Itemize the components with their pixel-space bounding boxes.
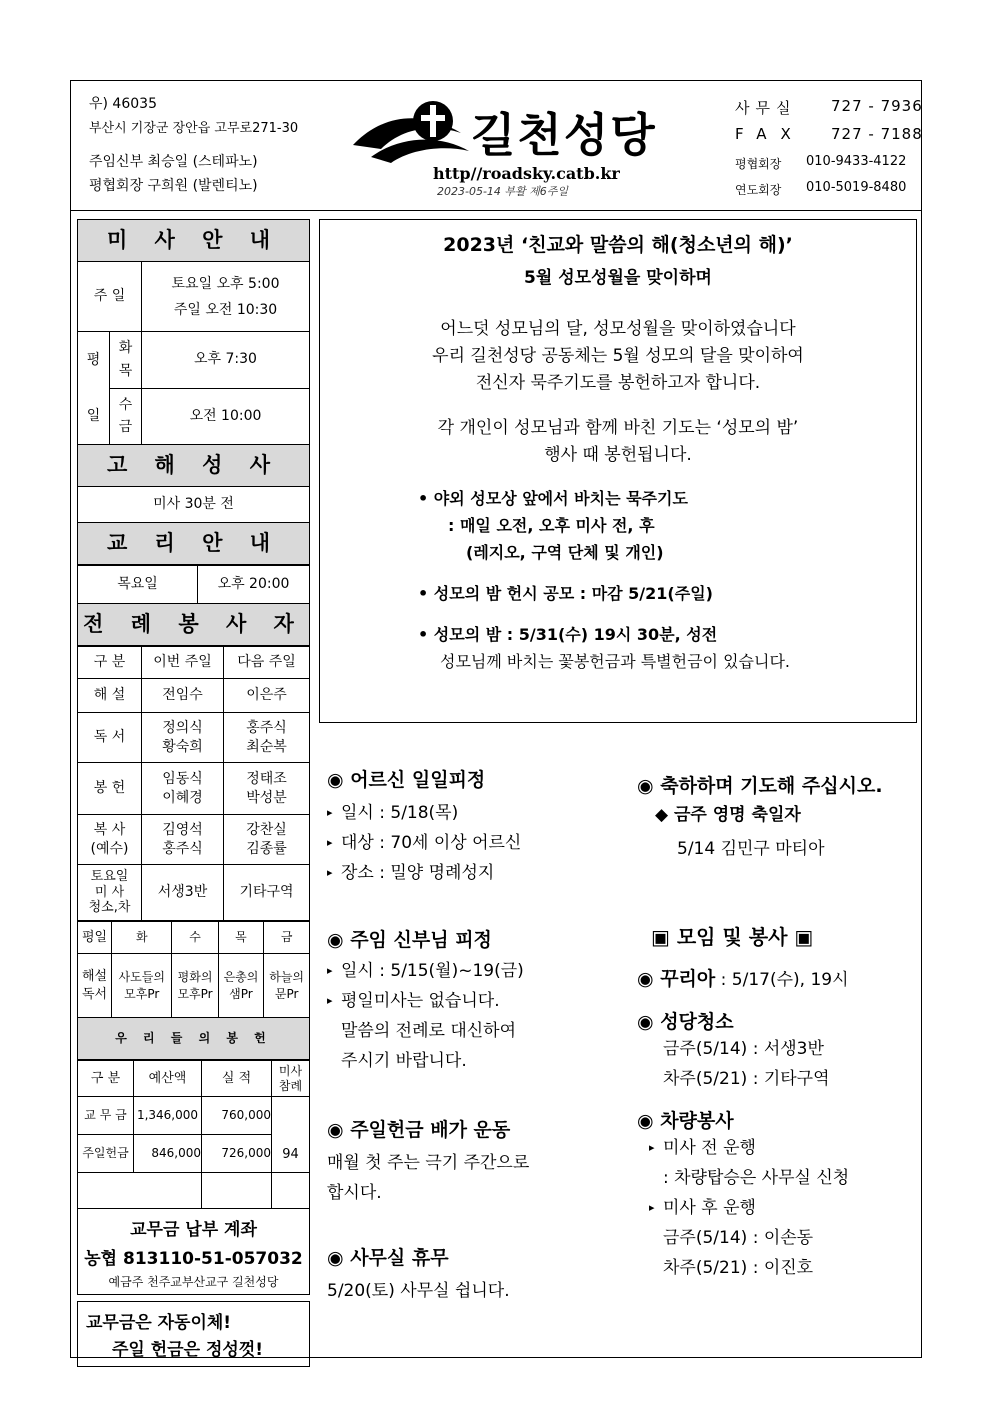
postal-code: 우) 46035 — [89, 96, 157, 112]
notice-bullet-detail: : 매일 오전, 오후 미사 전, 후 — [448, 516, 655, 535]
date-line: 2023-05-14 부활 제6주일 — [437, 185, 569, 198]
weekday-value: 하늘의 문Pr — [264, 954, 310, 1018]
pastor-retreat-title: ◉ 주임 신부님 피정 — [327, 929, 492, 951]
office-label: 사무실 — [735, 99, 797, 117]
triangle-right-icon: ▸ — [327, 964, 333, 977]
confession-title: 고 해 성 사 — [78, 445, 310, 487]
notice-box — [319, 219, 917, 723]
weekday-label-1: 평 — [86, 352, 101, 368]
offering-empty-cell — [202, 1173, 272, 1209]
autopay-box — [77, 1301, 310, 1367]
notice-paragraph: 어느덧 성모님의 달, 성모성월을 맞이하였습니다 — [440, 319, 796, 339]
account-box — [77, 1209, 310, 1295]
servers-header-1: 구 분 — [78, 647, 142, 679]
catechism-time: 오후 20:00 — [198, 566, 310, 604]
kuria-label: ◉ 꾸리아 — [637, 968, 716, 990]
elders-line: 대상 : 70세 이상 어르신 — [341, 833, 522, 853]
weekday-header: 목 — [218, 922, 264, 954]
servers-row-this: 임동식 이혜경 — [142, 763, 224, 815]
weekday-value: 사도들의 모후Pr — [112, 954, 172, 1018]
account-title: 교무금 납부 계좌 — [130, 1220, 257, 1240]
catechism-title: 교 리 안 내 — [78, 523, 310, 565]
offering-drive-line: 합시다. — [327, 1183, 382, 1203]
pastor-retreat — [327, 925, 524, 1076]
notice-bullet-detail: 성모님께 바치는 꽃봉헌금과 특별헌금이 있습니다. — [440, 652, 791, 671]
servers-row-label: 독 서 — [78, 713, 142, 763]
notice-paragraph: 우리 길천성당 공동체는 5월 성모의 달을 맞이하여 — [432, 346, 804, 366]
offering-drive-title: ◉ 주일헌금 배가 운동 — [327, 1119, 511, 1141]
offering-title: 우 리 들 의 봉 헌 — [78, 1018, 310, 1060]
attendance-value: 94 — [272, 1097, 310, 1173]
catechism-table — [77, 565, 310, 646]
website-url[interactable]: http//roadsky.catb.kr — [433, 164, 620, 183]
header — [71, 81, 921, 211]
pastor-retreat-line: 일시 : 5/15(월)~19(금) — [341, 961, 524, 981]
notice-title: 2023년 ‘친교와 말씀의 해(청소년의 해)’ — [443, 234, 793, 256]
servers-row-next: 이은주 — [224, 679, 310, 713]
office-closed-title: ◉ 사무실 휴무 — [327, 1247, 449, 1269]
weekday-value: 평화의 모후Pr — [172, 954, 218, 1018]
fax-phone: 727 - 7188 — [831, 125, 923, 143]
servers-row-next: 강찬실 김종률 — [224, 815, 310, 865]
triangle-right-icon: ▸ — [327, 836, 333, 849]
bulletin-page — [70, 80, 922, 1358]
meetings-section — [637, 921, 849, 1283]
sunday-label: 주 일 — [78, 262, 142, 332]
servers-table — [77, 646, 310, 921]
offering-drive — [327, 1115, 529, 1208]
offering-row-label: 교 무 금 — [78, 1097, 134, 1135]
notice-paragraph: 행사 때 봉헌됩니다. — [544, 445, 692, 465]
offering-header: 미사 참례 — [272, 1061, 310, 1097]
celebrate-line: 5/14 김민구 마티아 — [677, 839, 825, 859]
catechism-day: 목요일 — [78, 566, 198, 604]
mass-title: 미 사 안 내 — [78, 220, 310, 262]
servers-row-next: 홍주식 최순복 — [224, 713, 310, 763]
pastor-retreat-line: 말씀의 전례로 대신하여 — [341, 1021, 517, 1041]
elders-title: ◉ 어르신 일일피정 — [327, 769, 486, 791]
weekday-header: 금 — [264, 922, 310, 954]
celebrate-section — [637, 771, 883, 864]
celebrate-subtitle: ◆ 금주 영명 축일자 — [655, 805, 801, 825]
car-service-line: : 차량탑승은 사무실 신청 — [663, 1168, 850, 1188]
elders-line: 일시 : 5/18(목) — [341, 803, 459, 823]
office-phone: 727 - 7936 — [831, 97, 923, 115]
servers-header-3: 다음 주일 — [224, 647, 310, 679]
servers-row-next: 기타구역 — [224, 865, 310, 921]
tue-thu-time: 오후 7:30 — [142, 332, 310, 389]
offering-row-label: 주일헌금 — [78, 1135, 134, 1173]
servers-row-this: 정의식 황숙희 — [142, 713, 224, 763]
notice-bullet: • 성모의 밤 : 5/31(수) 19시 30분, 성전 — [418, 625, 718, 644]
meetings-title: ▣ 모임 및 봉사 ▣ — [651, 925, 814, 949]
servers-row-next: 정태조 박성분 — [224, 763, 310, 815]
offering-drive-line: 매월 첫 주는 극기 주간으로 — [327, 1153, 530, 1173]
sunday-time-1: 토요일 오후 5:00 — [171, 275, 280, 292]
office-closed-line: 5/20(토) 사무실 쉽니다. — [327, 1281, 510, 1301]
weekday-label-2: 일 — [86, 408, 101, 424]
pastor-name: 주임신부 최승일 (스테파노) — [89, 154, 258, 170]
weekday-value: 은총의 샘Pr — [218, 954, 264, 1018]
servers-row-label: 복 사 (예수) — [78, 815, 142, 865]
confession-text: 미사 30분 전 — [78, 487, 310, 523]
celebrate-title: ◉ 축하하며 기도해 주십시오. — [637, 775, 883, 797]
notice-subtitle: 5월 성모성월을 맞이하며 — [524, 268, 712, 288]
council-phone: 010-9433-4122 — [806, 154, 907, 169]
account-number: 농협 813110-51-057032 — [84, 1249, 303, 1269]
weekday-header: 평일 — [78, 922, 112, 954]
triangle-right-icon: ▸ — [327, 806, 333, 819]
offering-empty-cell — [78, 1173, 202, 1209]
car-service-line: 미사 전 운행 — [663, 1138, 756, 1158]
servers-title: 전 례 봉 사 자 — [78, 604, 310, 646]
servers-row-label: 해 설 — [78, 679, 142, 713]
servers-row-this: 전임수 — [142, 679, 224, 713]
mass-table — [77, 219, 310, 565]
servers-row-label: 토요일 미 사 청소,차 — [78, 865, 142, 921]
notice-paragraph: 전신자 묵주기도를 봉헌하고자 합니다. — [475, 373, 761, 393]
offering-empty-cell — [272, 1173, 310, 1209]
weekday-header: 수 — [172, 922, 218, 954]
notice-bullet: • 야외 성모상 앞에서 바치는 묵주기도 — [418, 489, 688, 508]
car-service-line: 금주(5/14) : 이손동 — [663, 1228, 814, 1248]
weekday-header: 화 — [112, 922, 172, 954]
triangle-right-icon: ▸ — [327, 866, 333, 879]
cleaning-line: 금주(5/14) : 서생3반 — [663, 1039, 824, 1059]
kuria-value: : 5/17(수), 19시 — [720, 970, 849, 990]
offering-row-budget: 1,346,000 — [134, 1097, 202, 1135]
fax-label: FAX — [735, 125, 805, 143]
youth-label: 연도회장 — [735, 183, 782, 197]
council-label: 평협회장 — [735, 157, 782, 171]
autopay-line-2: 주일 헌금은 정성껏! — [112, 1340, 263, 1360]
wed-fri-time: 오전 10:00 — [142, 388, 310, 445]
offering-table — [77, 1060, 310, 1209]
servers-row-this: 김영석 홍주식 — [142, 815, 224, 865]
triangle-right-icon: ▸ — [327, 994, 333, 1007]
servers-row-this: 서생3반 — [142, 865, 224, 921]
church-name: 길천성당 — [471, 108, 657, 162]
wed-fri-label: 수 금 — [110, 388, 142, 445]
youth-phone: 010-5019-8480 — [806, 180, 907, 195]
triangle-right-icon: ▸ — [649, 1201, 655, 1214]
autopay-line-1: 교무금은 자동이체! — [86, 1313, 232, 1333]
cleaning-line: 차주(5/21) : 기타구역 — [663, 1069, 830, 1089]
offering-row-actual: 726,000 — [202, 1135, 272, 1173]
cleaning-title: ◉ 성당청소 — [637, 1011, 734, 1033]
offering-row-budget: 846,000 — [134, 1135, 202, 1173]
notice-bullet: • 성모의 밤 헌시 공모 : 마감 5/21(주일) — [418, 584, 713, 603]
offering-header: 구 분 — [78, 1061, 134, 1097]
offering-header: 예산액 — [134, 1061, 202, 1097]
car-service-title: ◉ 차량봉사 — [637, 1110, 734, 1132]
weekday-servers-table — [77, 921, 310, 1060]
address: 부산시 기장군 장안읍 고무로271-30 — [89, 121, 299, 136]
servers-header-2: 이번 주일 — [142, 647, 224, 679]
pastor-retreat-line: 주시기 바랍니다. — [341, 1051, 467, 1071]
triangle-right-icon: ▸ — [649, 1141, 655, 1154]
car-service-line: 미사 후 운행 — [663, 1198, 756, 1218]
sunday-time-2: 주일 오전 10:30 — [173, 301, 278, 318]
elders-line: 장소 : 밀양 명례성지 — [341, 863, 495, 883]
pastor-retreat-line: 평일미사는 없습니다. — [341, 991, 500, 1011]
account-holder: 예금주 천주교부산교구 길천성당 — [108, 1275, 279, 1289]
offering-row-actual: 760,000 — [202, 1097, 272, 1135]
offering-header: 실 적 — [202, 1061, 272, 1097]
office-closed — [327, 1243, 510, 1306]
tue-thu-label: 화 목 — [110, 332, 142, 389]
notice-bullet-detail: (레지오, 구역 단체 및 개인) — [466, 543, 664, 562]
council-head-name: 평협회장 구희원 (발렌티노) — [89, 178, 258, 194]
elders-retreat — [327, 765, 521, 888]
weekday-label: 해설 독서 — [78, 954, 112, 1018]
left-column — [77, 219, 310, 1367]
servers-row-label: 봉 헌 — [78, 763, 142, 815]
car-service-line: 차주(5/21) : 이진호 — [663, 1258, 814, 1278]
notice-paragraph: 각 개인이 성모님과 함께 바친 기도는 ‘성모의 밤’ — [437, 418, 799, 438]
